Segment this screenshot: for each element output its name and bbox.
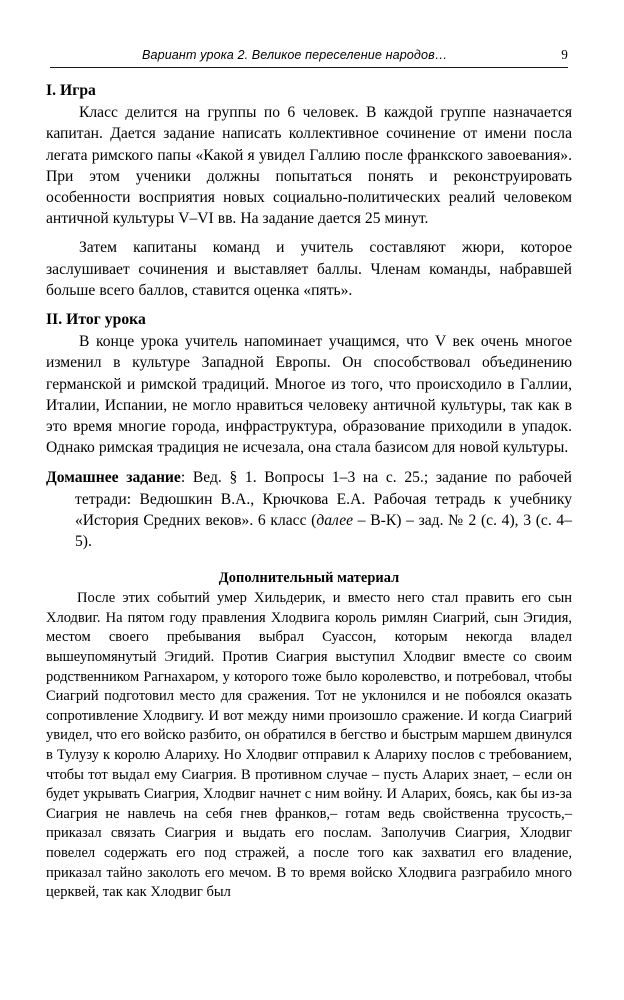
supplementary-heading: Дополнительный материал <box>218 570 400 587</box>
homework-italic-term: далее <box>316 511 354 529</box>
homework-block <box>46 467 572 552</box>
homework-label: Домашнее задание <box>46 469 181 487</box>
homework-text-before: : Вед. § 1. Вопросы 1–3 на с. 25.; задание по рабочей тетради: Ведюшкин В.А., Крючкова Е.А. Рабочая тетрадь к учебнику «История Средних веков». 6 класс ( <box>75 469 572 529</box>
running-head-title: Вариант урока 2. Великое переселение народов… <box>142 48 448 62</box>
header-rule <box>50 67 568 68</box>
text-column <box>46 80 572 903</box>
running-head <box>50 47 568 63</box>
paragraph: Затем капитаны команд и учитель составляют жюри, которое заслушивает сочинения и выставляет баллы. Членам команды, набравшей больше всего баллов, ставится оценка «пять». <box>46 239 572 299</box>
section-heading-1: I. Игра <box>46 82 96 99</box>
section-heading-2: II. Итог урока <box>46 311 146 329</box>
page-number: 9 <box>561 47 568 62</box>
supplementary-paragraph: После этих событий умер Хильдерик, и вместо него стал править его сын Хлодвиг. На пятом году правления Хлодвига король римлян Сиагрий, сын Эгидия, местом своего пребывания выбрал Суассон, которым некогда владел вышеупомянутый Эгидий. Против Сиагрия выступил Хлодвиг вместе со своим родственником Рагнахаром, у которого тоже было королевство, и потребовал, чтобы Сиагрий подготовил место для сражения. Тот не уклонился и не побоялся оказать сопротивление Хлодвигу. И вот между ними произошло сражение. И когда Сиагрий увидел, что его войско разбито, он обратился в бегство и быстрым маршем двинулся в Тулузу к королю Алариху. Но Хлодвиг отправил к Алариху послов с требованием, чтобы тот выдал ему Сиагрия. В противном случае – пусть Аларих знает, – если он будет укрывать Сиагрия, Хлодвиг начнет с ним войну. И Аларих, боясь, как бы из-за Сиагрия не навлечь на себя гнев франков,– готам ведь свойственна трусость,– приказал связать Сиагрия и выдать его послам. Заполучив Сиагрия, Хлодвиг повелел содержать его под стражей, а после того как захватил его владение, приказал тайно заколоть его мечом. В то время войско Хлодвига разграбило много церквей, так как Хлодвиг был <box>46 590 572 901</box>
homework-text-after: – В-К) – зад. № 2 (с. 4), 3 (с. 4–5). <box>75 511 572 551</box>
paragraph: Класс делится на группы по 6 человек. В каждой группе назначается капитан. Дается задание написать коллективное сочинение от имени посла легата римского папы «Какой я увидел Галлию после франкского завоевания». При этом ученики должны попытаться понять и реконструировать особенности восприятия новых социально-политических реалий человеком античной культуры V–VI вв. На задание дается 25 минут. <box>46 104 572 228</box>
paragraph: В конце урока учитель напоминает учащимся, что V век очень многое изменил в культуре Западной Европы. Он способствовал объединению германской и римской традиций. Многое из того, что происходило в Галлии, Италии, Испании, не могло нравиться человеку античной культуры, так как в это время многие города, инфраструктура, образование приходили в упадок. Однако римская традиция не исчезала, она стала базисом для новой культуры. <box>46 333 572 457</box>
